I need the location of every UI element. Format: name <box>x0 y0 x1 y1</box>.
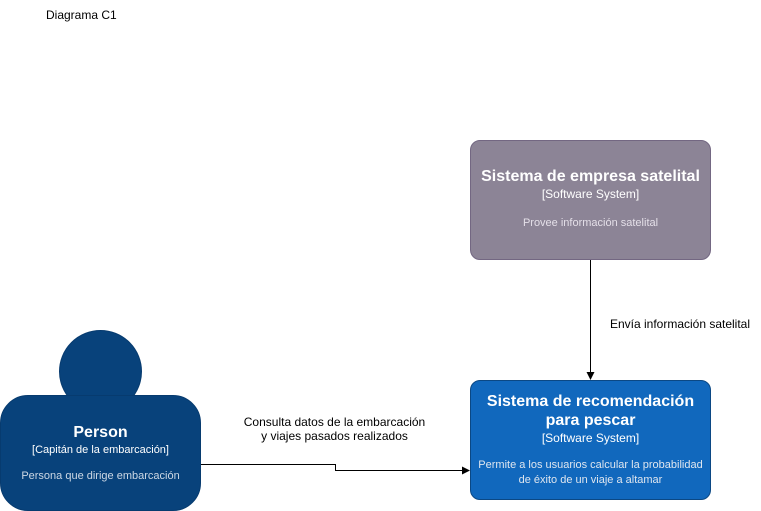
satellite-system-name: Sistema de empresa satelital <box>481 168 700 185</box>
diagram-title: Diagrama C1 <box>46 8 117 22</box>
arrow-person-to-recommendation <box>201 465 469 471</box>
person-description: Persona que dirige embarcación <box>21 470 180 482</box>
label-satellite-to-recommendation: Envía información satelital <box>609 317 751 331</box>
recommendation-system-name-line1: Sistema de recomendación <box>486 393 695 410</box>
label-person-to-recommendation-line1: Consulta datos de la embarcación <box>243 415 426 429</box>
label-person-to-recommendation-line2: y viajes pasados realizados <box>261 429 408 443</box>
person-kind: [Capitán de la embarcación] <box>32 444 169 456</box>
recommendation-system-description-line2: de éxito de un viaje a altamar <box>518 474 663 486</box>
recommendation-system-description-line1: Permite a los usuarios calcular la probabilidad <box>478 459 703 471</box>
satellite-system-kind: [Software System] <box>541 187 640 201</box>
recommendation-system-name-line2: para pescar <box>545 412 636 429</box>
satellite-system-description: Provee información satelital <box>522 217 659 229</box>
person-name: Person <box>73 424 128 441</box>
recommendation-system-kind: [Software System] <box>541 431 640 445</box>
